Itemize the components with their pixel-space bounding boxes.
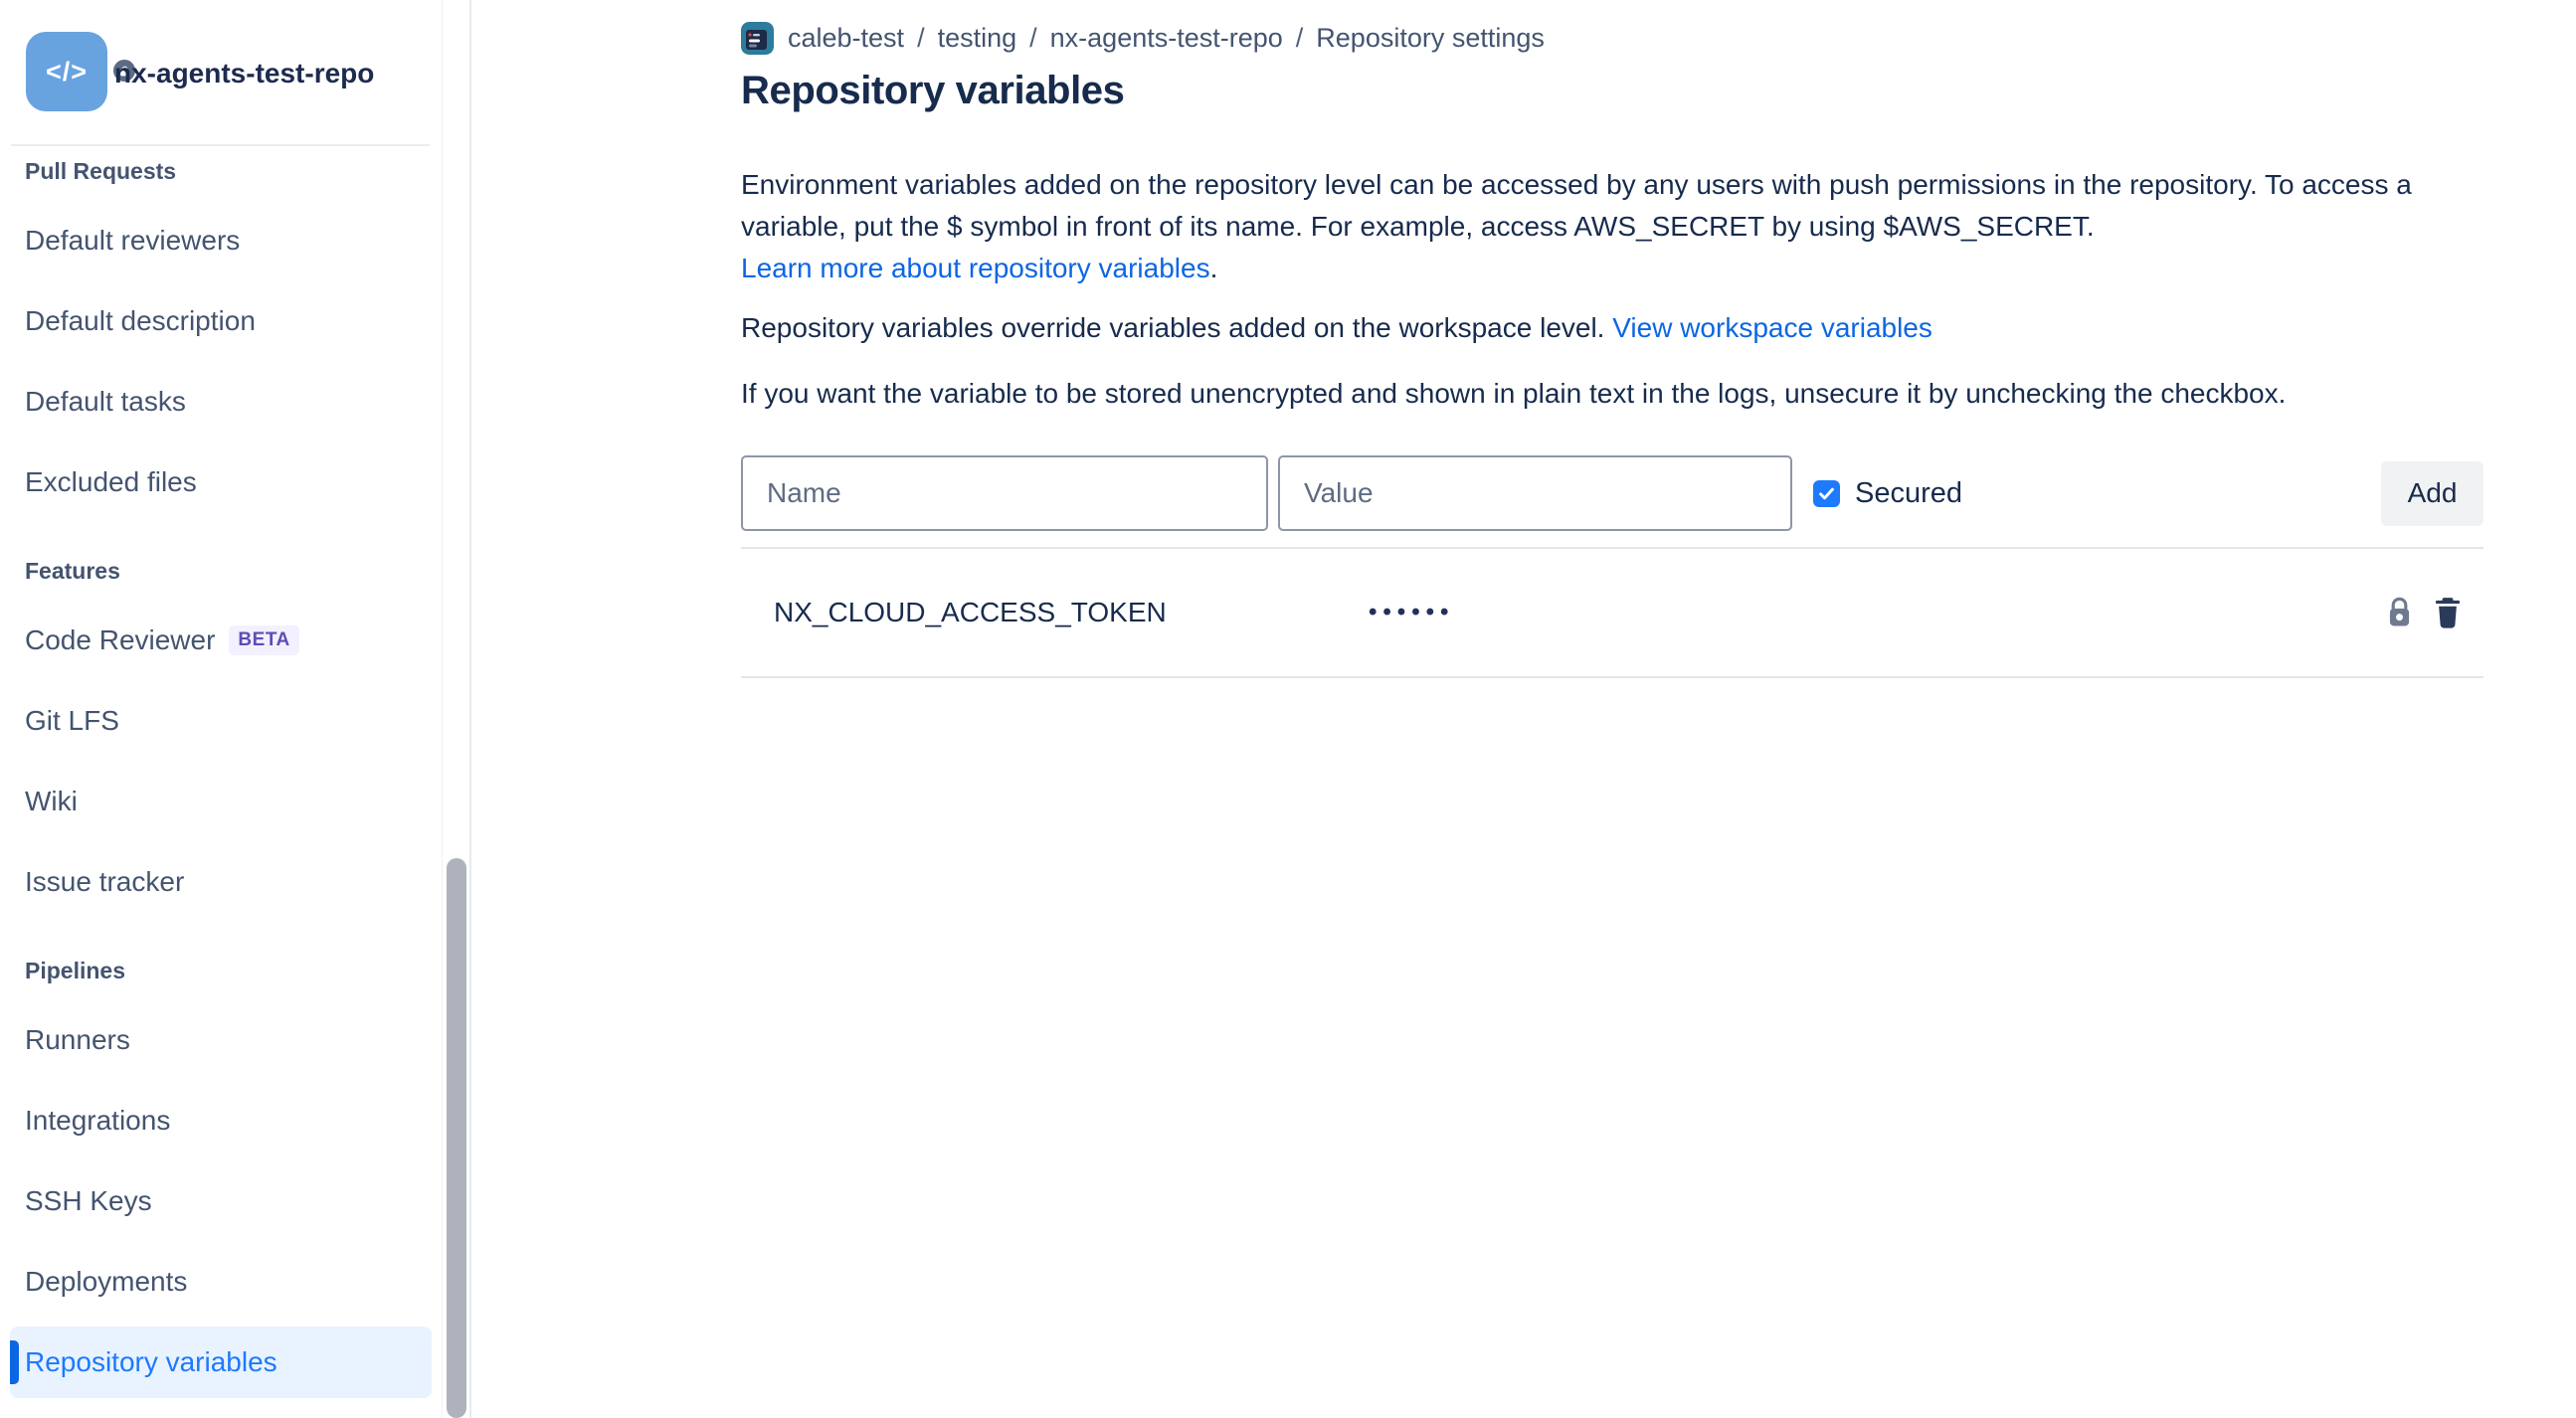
unsecure-paragraph: If you want the variable to be stored unencrypted and shown in plain text in the logs, unsecure it by unchecking the checkbox.: [741, 378, 2287, 409]
sidebar-item-ssh-keys[interactable]: SSH Keys: [25, 1185, 152, 1216]
breadcrumb-repository-settings[interactable]: Repository settings: [1316, 23, 1545, 53]
override-paragraph: Repository variables override variables added on the workspace level. View workspace variables: [741, 312, 1932, 343]
sidebar-item-issue-tracker[interactable]: Issue tracker: [25, 866, 185, 897]
sidebar-item-deployments[interactable]: Deployments: [25, 1266, 188, 1297]
nav-section-pipelines: Pipelines: [25, 957, 125, 983]
learn-more-link[interactable]: Learn more about repository variables: [741, 253, 1210, 283]
row-actions: [2386, 595, 2463, 631]
secured-checkbox[interactable]: [1813, 480, 1840, 507]
sidebar-item-wiki[interactable]: Wiki: [25, 786, 78, 816]
variables-table: [741, 547, 2484, 678]
breadcrumb-workspace[interactable]: caleb-test: [788, 23, 905, 53]
variable-value-input[interactable]: [1278, 455, 1792, 531]
intro-paragraph: Environment variables added on the repository level can be accessed by any users with push permissions in the repository. To access a variable, put the $ symbol in front of its name. For example, access AWS_SECRET by using $AWS_SECRET. Learn more about repository variables.: [741, 169, 2412, 283]
repo-avatar: [26, 32, 107, 111]
nav-section-pull-requests: Pull Requests: [25, 157, 177, 184]
sidebar-scrollbar-thumb[interactable]: [447, 858, 466, 1418]
breadcrumb: [741, 22, 2484, 55]
lock-icon: [2386, 596, 2413, 630]
sidebar-item-runners[interactable]: Runners: [25, 1024, 130, 1055]
selected-indicator: [10, 1340, 19, 1384]
beta-badge: BETA: [229, 625, 298, 655]
code-icon: </>: [45, 56, 89, 87]
nav-section-features: Features: [25, 557, 120, 584]
table-row: [741, 549, 2484, 676]
sidebar-item-integrations[interactable]: Integrations: [25, 1105, 171, 1136]
settings-sidebar: [0, 0, 471, 1418]
secured-checkbox-group: [1813, 477, 1962, 510]
page-title: Repository variables: [741, 69, 1125, 112]
sidebar-item-code-reviewer[interactable]: Code Reviewer BETA: [10, 605, 432, 676]
breadcrumb-repository[interactable]: nx-agents-test-repo: [1049, 23, 1283, 53]
variable-name-input[interactable]: [741, 455, 1268, 531]
workspace-avatar-icon: [741, 22, 774, 55]
breadcrumb-separator: /: [1295, 23, 1304, 53]
repo-name: nx-agents-test-repo: [114, 57, 375, 89]
repo-header: [0, 0, 469, 146]
scrollbar-track-line: [442, 0, 443, 1418]
sidebar-item-default-reviewers[interactable]: Default reviewers: [25, 225, 241, 256]
sidebar-item-default-description[interactable]: Default description: [25, 305, 256, 336]
secured-lock-button[interactable]: [2386, 596, 2413, 630]
variable-name: NX_CLOUD_ACCESS_TOKEN: [774, 597, 1167, 627]
sidebar-item-excluded-files[interactable]: Excluded files: [25, 466, 197, 497]
view-workspace-variables-link[interactable]: View workspace variables: [1612, 312, 1932, 343]
breadcrumb-separator: /: [917, 23, 925, 53]
trash-icon: [2433, 595, 2463, 631]
breadcrumb-project[interactable]: testing: [937, 23, 1017, 53]
sidebar-item-repository-variables[interactable]: Repository variables: [10, 1327, 432, 1398]
secured-label: Secured: [1855, 476, 1963, 509]
checkmark-icon: [1817, 484, 1836, 503]
settings-nav: [0, 146, 440, 1407]
add-variable-form: [741, 455, 2484, 531]
variable-masked-value: ••••••: [1369, 599, 1455, 625]
main-content: [473, 0, 2576, 1418]
add-button[interactable]: Add: [2381, 461, 2484, 526]
table-divider-bottom: [741, 676, 2484, 678]
delete-variable-button[interactable]: [2433, 595, 2463, 631]
sidebar-item-default-tasks[interactable]: Default tasks: [25, 386, 186, 417]
breadcrumb-separator: /: [1029, 23, 1037, 53]
sidebar-item-git-lfs[interactable]: Git LFS: [25, 705, 119, 736]
